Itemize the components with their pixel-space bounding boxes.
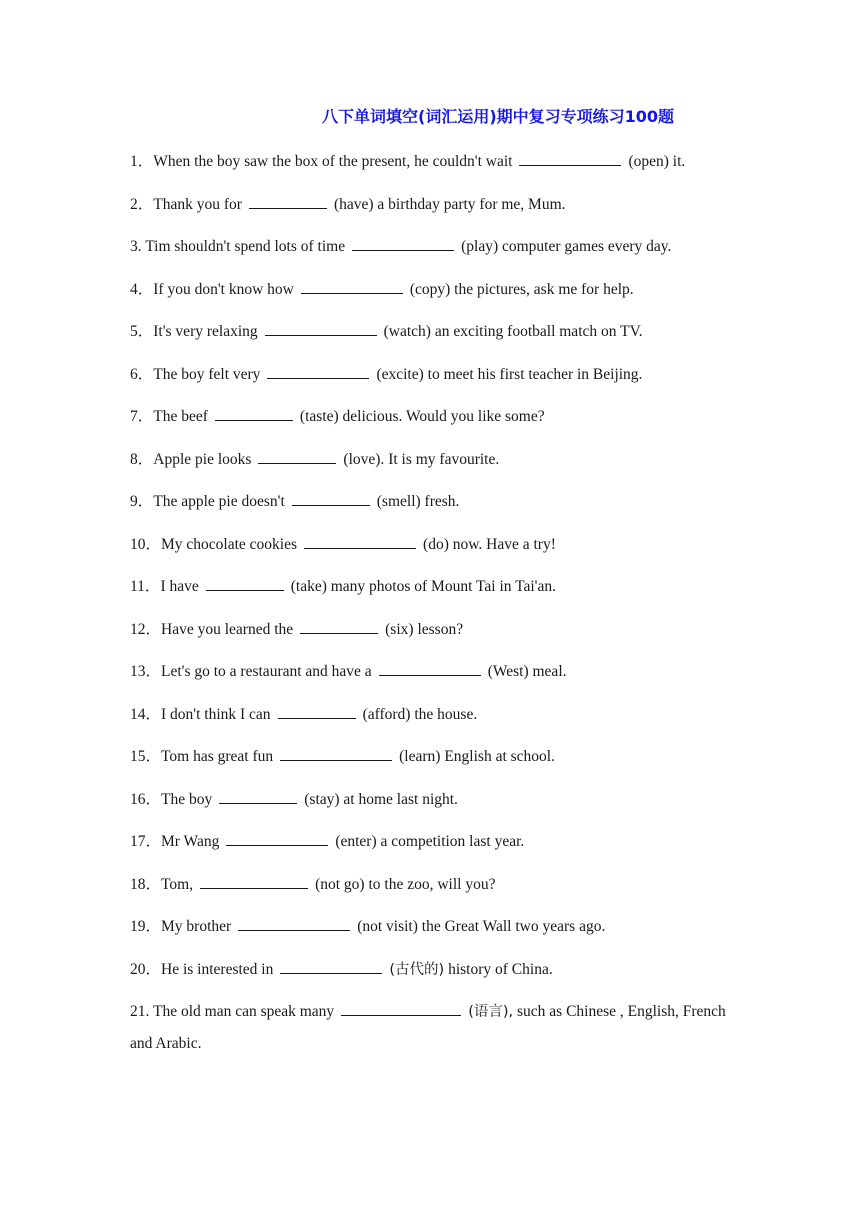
question-text-after: now. Have a try!: [452, 535, 556, 553]
question-text-before: The boy: [161, 790, 213, 808]
question-number: 4．: [130, 280, 154, 298]
question-text-before: Have you learned the: [161, 620, 294, 638]
question-number: 21.: [130, 1003, 153, 1020]
question-item: [130, 571, 740, 603]
question-number: 2．: [130, 195, 154, 213]
question-text-after: lesson?: [417, 620, 464, 638]
question-item: [130, 189, 740, 221]
question-text-after: delicious. Would you like some?: [342, 408, 545, 425]
question-list: [130, 146, 740, 1071]
question-text-after: to the zoo, will you?: [368, 875, 496, 893]
word-hint: (not visit): [357, 918, 418, 935]
word-hint: (stay): [304, 790, 340, 808]
question-text-after: such as Chinese , English, French and Arabic.: [130, 1003, 726, 1052]
question-number: 7．: [130, 408, 154, 425]
question-text-before: The beef: [153, 408, 208, 425]
question-item: [130, 401, 740, 433]
answer-blank[interactable]: [238, 912, 350, 931]
word-hint: (love).: [343, 450, 385, 468]
question-number: 11．: [130, 578, 161, 595]
answer-blank[interactable]: [300, 615, 378, 634]
question-text-before: Tom has great fun: [161, 748, 274, 765]
question-item: [130, 996, 740, 1060]
answer-blank[interactable]: [379, 657, 481, 676]
question-number: 18．: [130, 875, 162, 893]
question-text-after: a birthday party for me, Mum.: [377, 195, 566, 213]
answer-blank[interactable]: [226, 827, 328, 846]
question-text-after: to meet his first teacher in Beijing.: [427, 365, 643, 383]
answer-blank[interactable]: [278, 700, 356, 719]
word-hint: (smell): [376, 493, 421, 510]
answer-blank[interactable]: [206, 572, 284, 591]
question-number: 19．: [130, 918, 162, 935]
question-text-before: It's very relaxing: [153, 323, 258, 340]
question-item: [130, 656, 740, 688]
question-item: [130, 614, 740, 646]
word-hint: (古代的): [389, 961, 445, 978]
question-number: 9．: [130, 493, 154, 510]
question-item: [130, 699, 740, 731]
answer-blank[interactable]: [301, 275, 403, 294]
word-hint: (open): [628, 153, 669, 170]
word-hint: (do): [423, 535, 449, 553]
word-hint: (watch): [383, 323, 431, 340]
question-number: 14．: [130, 705, 162, 723]
question-number: 20．: [130, 960, 162, 978]
question-text-before: When the boy saw the box of the present, he couldn't wait: [153, 153, 513, 170]
question-text-after: many photos of Mount Tai in Tai'an.: [330, 578, 556, 595]
answer-blank[interactable]: [215, 402, 293, 421]
word-hint: (excite): [376, 365, 424, 383]
question-number: 6．: [130, 365, 154, 383]
question-text-before: Tim shouldn't spend lots of time: [145, 238, 346, 255]
answer-blank[interactable]: [292, 487, 370, 506]
question-item: [130, 316, 740, 348]
word-hint: (take): [290, 578, 327, 595]
question-text-after: It is my favourite.: [388, 450, 500, 468]
question-number: 1．: [130, 153, 154, 170]
word-hint: (learn): [399, 748, 441, 765]
question-item: [130, 954, 740, 986]
word-hint: (语言),: [468, 1004, 514, 1020]
question-number: 8．: [130, 450, 154, 468]
question-text-before: My chocolate cookies: [161, 535, 298, 553]
answer-blank[interactable]: [258, 445, 336, 464]
question-text-after: English at school.: [444, 748, 555, 765]
question-text-after: computer games every day.: [502, 238, 672, 255]
word-hint: (West): [487, 663, 529, 680]
word-hint: (have): [333, 195, 374, 213]
question-text-after: at home last night.: [343, 790, 458, 808]
question-item: [130, 231, 740, 263]
question-text-before: The old man can speak many: [152, 1003, 335, 1020]
word-hint: (not go): [315, 875, 365, 893]
question-text-before: Apple pie looks: [153, 450, 252, 468]
word-hint: (afford): [362, 705, 411, 723]
question-text-after: the Great Wall two years ago.: [421, 918, 606, 935]
question-text-before: I have: [160, 578, 199, 595]
question-item: [130, 359, 740, 391]
question-number: 5．: [130, 323, 154, 340]
question-text-after: fresh.: [424, 493, 460, 510]
word-hint: (enter): [335, 833, 377, 850]
question-item: [130, 444, 740, 476]
question-number: 17．: [130, 833, 162, 850]
question-text-before: He is interested in: [161, 960, 274, 978]
question-text-before: Let's go to a restaurant and have a: [161, 663, 372, 680]
answer-blank[interactable]: [200, 870, 308, 889]
answer-blank[interactable]: [280, 955, 382, 974]
question-item: [130, 826, 740, 858]
answer-blank[interactable]: [249, 190, 327, 209]
question-text-before: Mr Wang: [161, 833, 220, 850]
answer-blank[interactable]: [341, 997, 461, 1016]
question-number: 10．: [130, 535, 162, 553]
word-hint: (play): [461, 238, 499, 255]
page-title: 八下单词填空(词汇运用)期中复习专项练习100题: [322, 107, 675, 126]
question-text-before: If you don't know how: [153, 280, 294, 298]
answer-blank[interactable]: [304, 530, 416, 549]
question-text-after: the house.: [414, 705, 478, 723]
question-number: 12．: [130, 620, 162, 638]
question-text-after: history of China.: [448, 960, 553, 978]
word-hint: (six): [385, 620, 414, 638]
question-text-after: an exciting football match on TV.: [434, 323, 643, 340]
question-item: [130, 274, 740, 306]
question-text-before: The apple pie doesn't: [153, 493, 285, 510]
question-text-before: Tom,: [161, 875, 194, 893]
question-text-after: meal.: [532, 663, 567, 680]
question-text-after: the pictures, ask me for help.: [454, 280, 634, 298]
question-text-before: I don't think I can: [161, 705, 271, 723]
question-number: 15．: [130, 748, 162, 765]
answer-blank[interactable]: [352, 232, 454, 251]
question-text-before: Thank you for: [153, 195, 242, 213]
question-item: [130, 869, 740, 901]
question-text-after: a competition last year.: [380, 833, 525, 850]
answer-blank[interactable]: [519, 147, 621, 166]
answer-blank[interactable]: [265, 317, 377, 336]
question-item: [130, 486, 740, 518]
question-text-before: My brother: [161, 918, 232, 935]
question-text-before: The boy felt very: [153, 365, 261, 383]
question-item: [130, 911, 740, 943]
question-item: [130, 529, 740, 561]
question-item: [130, 741, 740, 773]
word-hint: (copy): [409, 280, 451, 298]
answer-blank[interactable]: [280, 742, 392, 761]
answer-blank[interactable]: [267, 360, 369, 379]
question-number: 13．: [130, 663, 162, 680]
question-number: 3.: [130, 238, 146, 255]
question-item: [130, 146, 740, 178]
question-item: [130, 784, 740, 816]
question-number: 16．: [130, 790, 162, 808]
answer-blank[interactable]: [219, 785, 297, 804]
word-hint: (taste): [299, 408, 339, 425]
question-text-after: it.: [672, 153, 686, 170]
